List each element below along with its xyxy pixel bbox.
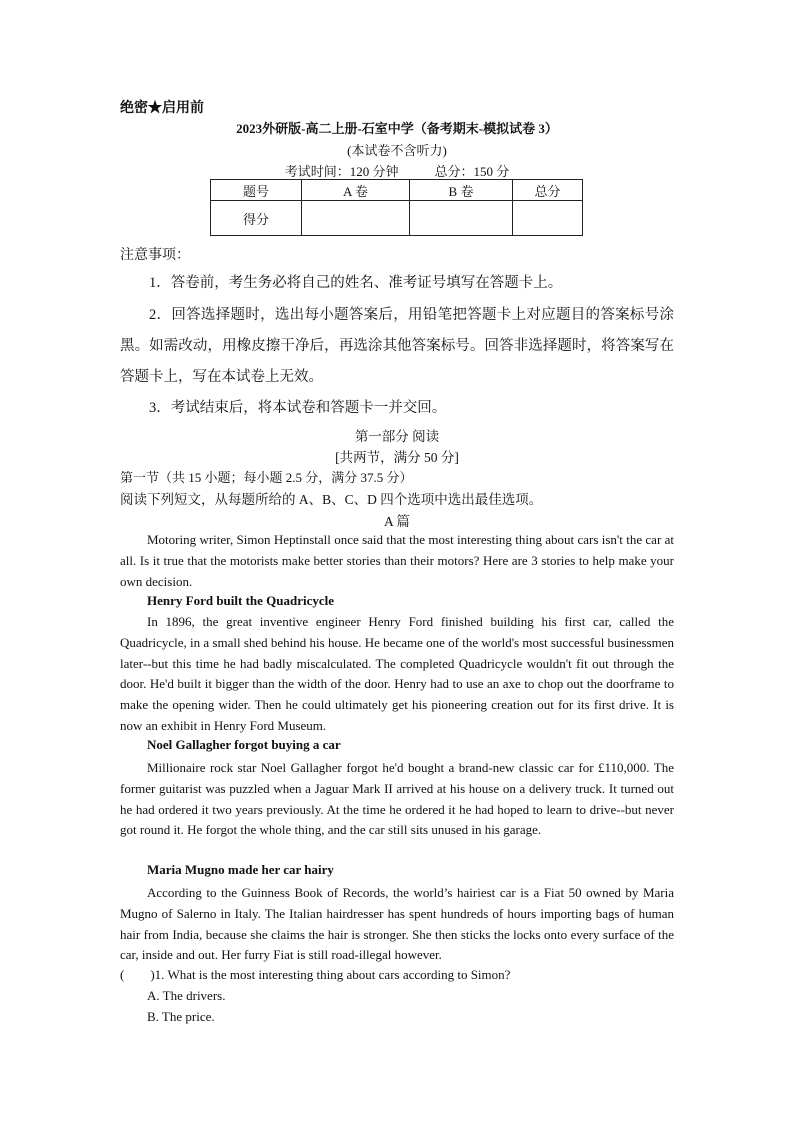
score-row-label: 得分 bbox=[211, 201, 302, 236]
exam-title: 2023外研版-高二上册-石室中学（备考期末-模拟试卷 3） bbox=[236, 121, 558, 136]
option-a[interactable]: A. The drivers. bbox=[147, 988, 226, 1003]
score-cell-b[interactable] bbox=[410, 201, 513, 236]
option-b[interactable]: B. The price. bbox=[147, 1009, 215, 1024]
passage-label: A 篇 bbox=[384, 514, 410, 529]
story-heading: Henry Ford built the Quadricycle bbox=[147, 593, 335, 608]
exam-subtitle: (本试卷不含听力) bbox=[347, 143, 447, 158]
note-item: 2．回答选择题时，选出每小题答案后，用铅笔把答题卡上对应题目的答案标号涂黑。如需改动，用橡皮擦干净后，再选涂其他答案标号。回答非选择题时，将答案写在答题卡上，写在本试卷上无效。 bbox=[120, 307, 674, 385]
score-table-header-row bbox=[211, 180, 583, 201]
exam-time: 考试时间：120 分钟 bbox=[284, 164, 399, 179]
section-instruction: 阅读下列短文，从每题所给的 A、B、C、D 四个选项中选出最佳选项。 bbox=[120, 492, 543, 507]
story-text: Millionaire rock star Noel Gallagher forgot he'd bought a brand-new classic car for £110,000. The former guitarist was puzzled when a Jaguar Mark II arrived at his house on a delivery truck. It turned out he had ordered it two years previously. At the time he ordered it he had hoped to learn to drive--but never got round it. He forgot the whole thing, and the car still sits unused in his garage. bbox=[120, 760, 674, 838]
score-cell-a[interactable] bbox=[302, 201, 410, 236]
story-text: In 1896, the great inventive engineer Henry Ford finished building his first car, called the Quadricycle, in a small shed behind his house. He became one of the world's most successful businessmen later--but this time he had badly miscalculated. The completed Quadricycle wouldn't fit out through the door. He'd built it bigger than the width of the door. Henry had to use an axe to chop out the doorframe to make the opening wider. Then he could ultimately get his pioneering creation out for its first drive. It is now an exhibit in Henry Ford Museum. bbox=[120, 614, 674, 733]
story-heading: Maria Mugno made her car hairy bbox=[147, 862, 334, 877]
section-heading: 第一节（共 15 小题；每小题 2.5 分，满分 37.5 分） bbox=[120, 470, 413, 485]
question-1-text: )1. What is the most interesting thing about cars according to Simon? bbox=[150, 967, 511, 982]
notes-heading: 注意事项： bbox=[120, 248, 190, 263]
score-table-header: 题号 bbox=[211, 180, 302, 201]
score-cell-total[interactable] bbox=[513, 201, 583, 236]
exam-time-line bbox=[0, 161, 794, 180]
exam-total-score: 总分：150 分 bbox=[434, 164, 510, 179]
score-table-score-row bbox=[211, 201, 583, 236]
question-1 bbox=[120, 967, 510, 983]
score-table-header: 总分 bbox=[513, 180, 583, 201]
score-table-header: B 卷 bbox=[410, 180, 513, 201]
note-item: 3．考试结束后，将本试卷和答题卡一并交回。 bbox=[149, 400, 447, 416]
score-table bbox=[210, 179, 583, 236]
part-title: 第一部分 阅读 bbox=[354, 429, 440, 444]
answer-paren-open: ( bbox=[120, 967, 125, 982]
story-text: According to the Guinness Book of Records, the world’s hairiest car is a Fiat 50 owned by Maria Mugno of Salerno in Italy. The Italian hairdresser has spent hundreds of hours importing bags of human hair from India, because she claims the hair is stronger. She then sticks the locks onto every surface of the car, inside and out. Her furry Fiat is still road-illegal however. bbox=[120, 885, 674, 963]
part-subtitle: [共两节，满分 50 分] bbox=[335, 450, 459, 465]
note-item: 1．答卷前，考生务必将自己的姓名、准考证号填写在答题卡上。 bbox=[149, 275, 563, 291]
score-table-header: A 卷 bbox=[302, 180, 410, 201]
confidential-label: 绝密★启用前 bbox=[120, 101, 204, 116]
story-heading: Noel Gallagher forgot buying a car bbox=[147, 737, 341, 752]
passage-intro: Motoring writer, Simon Heptinstall once said that the most interesting thing about cars isn't the car at all. Is it true that the motorists make better stories than their motors? Here are 3 stories to help make your own decision. bbox=[120, 532, 674, 589]
